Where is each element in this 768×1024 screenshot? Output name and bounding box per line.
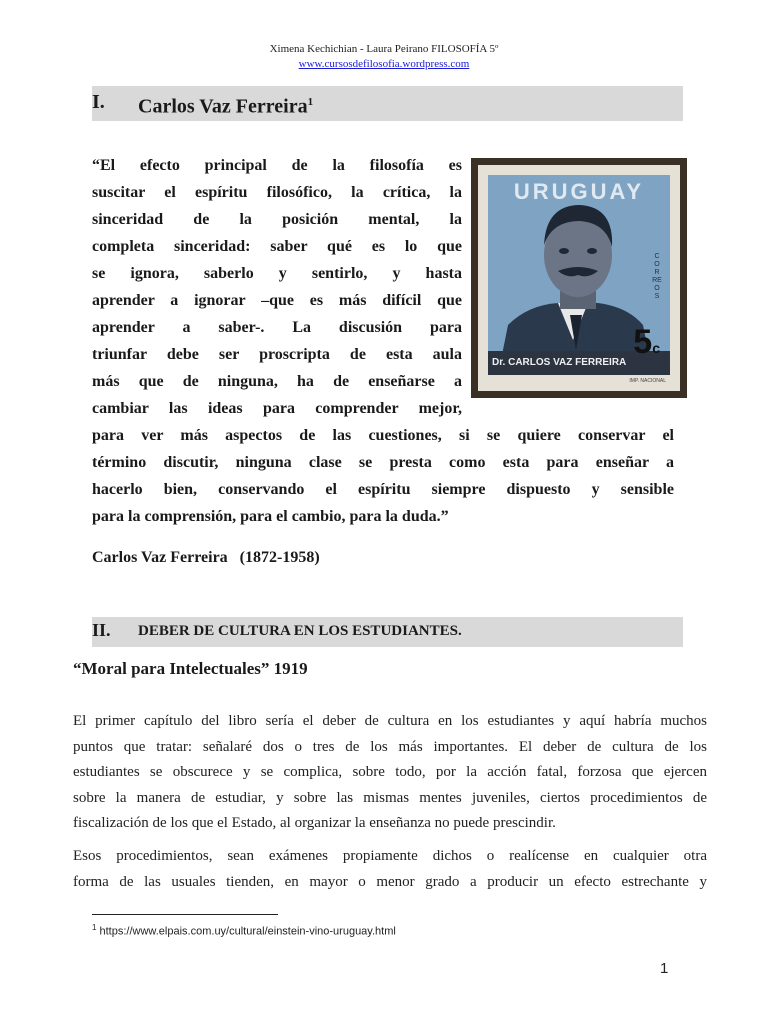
paragraph-line: fiscalización de los que el Estado, al organizar la enseñanza no puede prescindir. [73, 815, 556, 831]
quote-line: “El efecto principal de la filosofía es [92, 157, 462, 174]
body-paragraph [73, 844, 707, 895]
body-paragraph [73, 709, 707, 837]
stamp-name: Dr. CARLOS VAZ FERREIRA [492, 357, 627, 368]
stamp-paper [478, 165, 680, 391]
quote-line: término discutir, ninguna clase se presta como esta para enseñar a [92, 454, 674, 471]
header-website-link[interactable]: www.cursosdefilosofia.wordpress.com [298, 58, 470, 70]
paragraph-line: El primer capítulo del libro sería el deber de cultura en los estudiantes y aquí habría muchos [73, 713, 707, 729]
stamp-printer: IMP. NACIONAL [629, 378, 666, 384]
section-title-text: Carlos Vaz Ferreira [138, 95, 308, 118]
stamp-value-number: 5 [633, 323, 653, 361]
footnote-url[interactable]: https://www.elpais.com.uy/cultural/einstein-vino-uruguay.html [96, 925, 396, 938]
header-authors: Ximena Kechichian - Laura Peirano FILOSOFÍA 5º [269, 43, 499, 55]
section-number: I. [92, 91, 105, 113]
paragraph-line: Esos procedimientos, sean exámenes propiamente dichos o realícense en cualquier otra [73, 848, 707, 864]
quote-block-full-width [92, 422, 674, 530]
quote-block-beside-stamp [92, 152, 462, 422]
quote-line: aprender a saber-. La discusión para [92, 319, 462, 336]
footnote-reference[interactable]: 1 [307, 96, 314, 108]
postage-stamp-image [471, 158, 687, 398]
stamp-value-unit: c [652, 340, 660, 356]
section-title: DEBER DE CULTURA EN LOS ESTUDIANTES. [138, 623, 462, 639]
quote-line: triunfar debe ser proscripta de esta aula [92, 346, 462, 363]
quote-line: para la comprensión, para el cambio, para la duda.” [92, 508, 449, 525]
quote-line: hacerlo bien, conservando el espíritu siempre dispuesto y sensible [92, 481, 674, 498]
quote-line: para ver más aspectos de las cuestiones, si se quiere conservar el [92, 427, 674, 444]
quote-line: completa sinceridad: saber qué es lo que [92, 238, 462, 255]
paragraph-line: puntos que tratar: señalaré dos o tres de los más importantes. El deber de cultura de los [73, 738, 707, 755]
footnote-separator [92, 914, 278, 915]
section-number: II. [92, 620, 111, 640]
quote-line: suscitar el espíritu filosófico, la crítica, la [92, 184, 462, 201]
section-title [138, 88, 313, 121]
footnote-marker: 1 [92, 923, 97, 932]
quote-line: se ignora, saberlo y sentirlo, y hasta [92, 265, 462, 282]
stamp-correos: CORREOS [652, 253, 662, 300]
stamp-portrait-frame [488, 175, 670, 375]
quote-line: más que de ninguna, ha de enseñarse a [92, 373, 462, 390]
footnote [92, 920, 396, 940]
page-header [0, 42, 768, 72]
section-heading-2 [92, 617, 683, 647]
quote-author: Carlos Vaz Ferreira (1872-1958) [92, 549, 320, 566]
quote-line: cambiar las ideas para comprender mejor, [92, 400, 462, 417]
stamp-value [633, 323, 660, 362]
quote-line: aprender a ignorar –que es más difícil que [92, 292, 462, 309]
paragraph-line: estudiantes se obscurece y se complica, sobre todo, por la acción fatal, forzosa que ejercen [73, 764, 707, 780]
quote-line: sinceridad de la posición mental, la [92, 211, 462, 228]
paragraph-line: forma de las usuales tienden, en mayor o menor grado a producir un efecto estrechante y [73, 873, 707, 890]
stamp-country: URUGUAY [513, 179, 645, 204]
section-heading-1 [92, 86, 683, 121]
paragraph-line: sobre la manera de estudiar, y sobre las mismas mentes juveniles, ciertos procedimientos de [73, 789, 707, 806]
work-subtitle: “Moral para Intelectuales” 1919 [73, 659, 308, 678]
page-number: 1 [660, 960, 669, 977]
